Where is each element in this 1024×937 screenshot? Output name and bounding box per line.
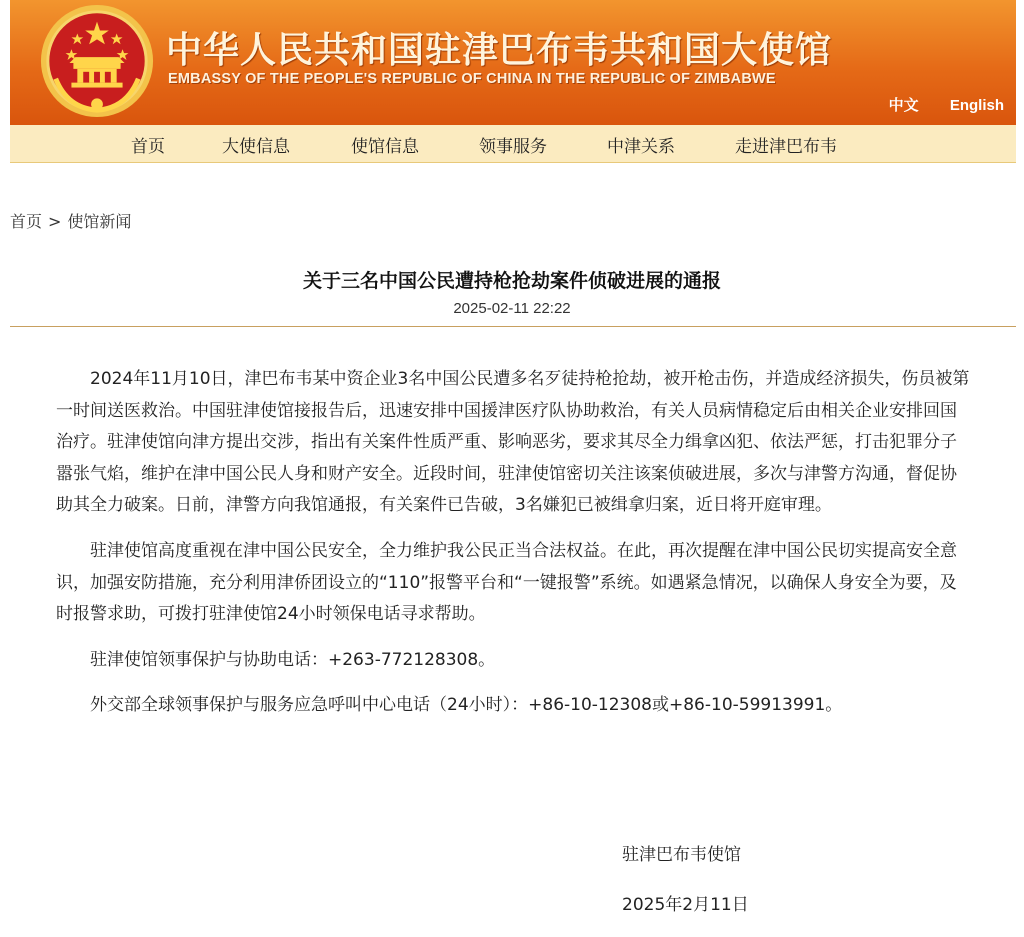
article-paragraph: 2024年11月10日，津巴布韦某中资企业3名中国公民遭多名歹徒持枪抢劫，被开枪击伤，并造成经济损失，伤员被第一时间送医救治。中国驻津使馆接报告后，迅速安排中国援津医疗队协助救治，有关人员病情稳定后由相关企业安排回国治疗。驻津使馆向津方提出交涉，指出有关案件性质严重、影响恶劣，要求其尽全力缉拿凶犯、依法严惩，打击犯罪分子嚣张气焰，维护在津中国公民人身和财产安全。近段时间，驻津使馆密切关注该案侦破进展，多次与津警方沟通，督促协助其全力破案。日前，津警方向我馆通报，有关案件已告破，3名嫌犯已被缉拿归案，近日将开庭审理。: [56, 369, 970, 516]
breadcrumb: [10, 209, 131, 232]
article-title: 关于三名中国公民遭持枪抢劫案件侦破进展的通报: [302, 270, 721, 292]
breadcrumb-home-link[interactable]: 首页: [10, 212, 43, 231]
main-nav: [10, 125, 1016, 163]
breadcrumb-current-link[interactable]: 使馆新闻: [67, 212, 132, 231]
national-emblem-icon: [38, 2, 156, 120]
embassy-title-en: EMBASSY OF THE PEOPLE'S REPUBLIC OF CHINA IN THE REPUBLIC OF ZIMBABWE: [168, 71, 776, 87]
article-signature: 驻津巴布韦使馆: [622, 845, 741, 865]
nav-item-zimbabwe[interactable]: 走进津巴布韦: [735, 137, 837, 157]
title-divider: [10, 326, 1016, 327]
nav-item-consular[interactable]: 领事服务: [479, 137, 547, 157]
header-banner: [10, 0, 1016, 125]
lang-chinese-link[interactable]: 中文: [888, 97, 919, 114]
breadcrumb-separator: >: [48, 212, 62, 231]
nav-item-embassy-info[interactable]: 使馆信息: [351, 137, 419, 157]
article-paragraph: 驻津使馆领事保护与协助电话：+263-772128308。: [90, 649, 496, 670]
language-switch: [863, 94, 1004, 115]
nav-item-home[interactable]: 首页: [131, 137, 165, 157]
article-paragraph: 外交部全球领事保护与服务应急呼叫中心电话（24小时）：+86-10-12308或+86-10-59913991。: [90, 695, 843, 716]
article-paragraph: 驻津使馆高度重视在津中国公民安全，全力维护我公民正当合法权益。在此，再次提醒在津中国公民切实提高安全意识，加强安防措施，充分利用津侨团设立的“110”报警平台和“一键报警”系统。如遇紧急情况，以确保人身安全为要，及时报警求助，可拨打驻津使馆24小时领保电话寻求帮助。: [56, 540, 957, 625]
article-sign-date: 2025年2月11日: [622, 895, 749, 915]
article-date: 2025-02-11 22:22: [453, 300, 571, 317]
nav-item-ambassador[interactable]: 大使信息: [222, 137, 290, 157]
nav-item-relations[interactable]: 中津关系: [607, 137, 675, 157]
article-body: [56, 364, 970, 736]
embassy-title-cn: 中华人民共和国驻津巴布韦共和国大使馆: [166, 30, 833, 71]
lang-english-link[interactable]: English: [949, 97, 1004, 114]
